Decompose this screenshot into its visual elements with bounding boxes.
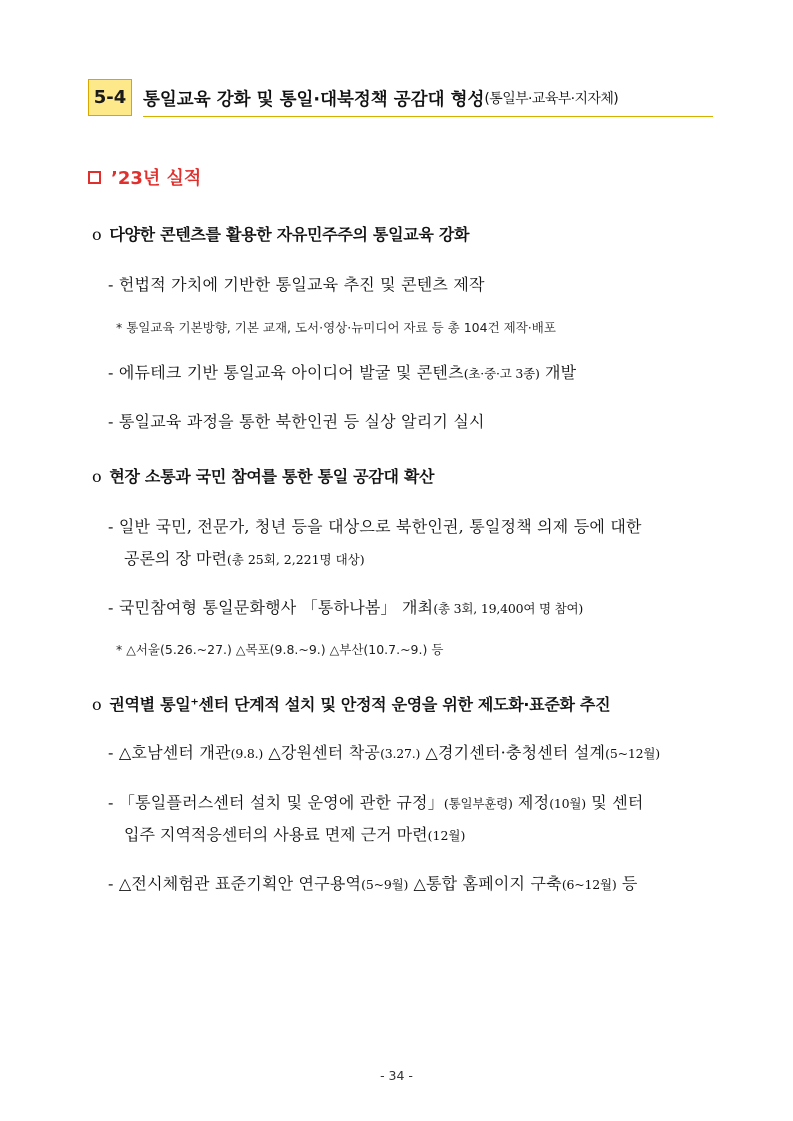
item-text: 및 센터	[585, 793, 644, 812]
item-small-text: (통일부훈령)	[443, 796, 513, 811]
page-number: - 34 -	[380, 1068, 413, 1083]
item-small-text: (6~12월)	[561, 877, 617, 892]
note-line: * △서울(5.26.~27.) △목포(9.8.~9.) △부산(10.7.~9.) 등	[116, 642, 444, 657]
list-item: - △호남센터 개관(9.8.) △강원센터 착공(3.27.) △경기센터·충청센터 설계(5~12월)	[108, 743, 660, 762]
item-text: 에듀테크 기반 통일교육 아이디어 발굴 및 콘텐츠	[118, 363, 464, 382]
item-small-text: (10월)	[549, 796, 586, 811]
item-text: 등	[616, 874, 638, 893]
list-item: - 일반 국민, 전문가, 청년 등을 대상으로 북한인권, 통일정책 의제 등에 대한	[108, 517, 642, 536]
note-text: △서울(5.26.~27.) △목포(9.8.~9.) △부산(10.7.~9.) 등	[126, 642, 444, 657]
results-heading-text: ’23년 실적	[111, 168, 202, 189]
list-item: - △전시체험관 표준기획안 연구용역(5~9월) △통합 홈페이지 구축(6~12월) 등	[108, 874, 638, 893]
section-title	[143, 84, 713, 112]
block-1-title-text: 다양한 콘텐츠를 활용한 자유민주주의 통일교육 강화	[109, 225, 470, 244]
item-text: 통일교육 과정을 통한 북한인권 등 실상 알리기 실시	[118, 412, 485, 431]
list-item-continuation	[124, 822, 724, 845]
item-small-text: (5~12월)	[605, 746, 660, 761]
item-cont-small-text: (12월)	[427, 828, 466, 843]
item-cont-text: 공론의 장 마련	[124, 549, 227, 568]
section-agencies: (통일부·교육부·지자체)	[484, 91, 619, 107]
item-small-text: (3.27.)	[380, 746, 421, 761]
note-line: * 통일교육 기본방향, 기본 교재, 도서·영상·뉴미디어 자료 등 총 104건 제작·배포	[116, 320, 556, 335]
item-text: 「통일플러스센터 설치 및 운영에 관한 규정」	[118, 793, 444, 812]
note-text: 통일교육 기본방향, 기본 교재, 도서·영상·뉴미디어 자료 등 총 104건 제작·배포	[126, 320, 556, 335]
item-text: △전시체험관 표준기획안 연구용역	[118, 874, 362, 893]
list-item: - 「통일플러스센터 설치 및 운영에 관한 규정」(통일부훈령) 제정(10월) 및 센터	[108, 793, 644, 812]
item-text: △경기센터·충청센터 설계	[420, 743, 606, 762]
checkbox-square-icon	[88, 171, 101, 184]
item-text: 헌법적 가치에 기반한 통일교육 추진 및 콘텐츠 제작	[118, 275, 485, 294]
block-3-title-text: 권역별 통일⁺센터 단계적 설치 및 안정적 운영을 위한 제도화·표준화 추진	[109, 695, 611, 714]
block-3-title	[92, 692, 722, 715]
item-small-text: (초·중·고 3종)	[463, 366, 540, 381]
block-2-title-text: 현장 소통과 국민 참여를 통한 통일 공감대 확산	[109, 467, 435, 486]
section-title-text: 통일교육 강화 및 통일·대북정책 공감대 형성	[143, 89, 485, 110]
item-small-text: (5~9월)	[361, 877, 409, 892]
item-small-text: (총 3회, 19,400여 명 참여)	[433, 601, 584, 616]
item-text: △통합 홈페이지 구축	[408, 874, 562, 893]
item-text: △강원센터 착공	[263, 743, 381, 762]
item-text: 제정	[512, 793, 550, 812]
item-cont-text: 입주 지역적응센터의 사용료 면제 근거 마련	[124, 825, 428, 844]
section-number-badge: 5-4	[88, 79, 132, 116]
block-2-title	[92, 464, 722, 487]
item-tail-text: 개발	[539, 363, 577, 382]
block-1-title	[92, 222, 722, 245]
list-item-continuation	[124, 546, 724, 569]
item-cont-small-text: (총 25회, 2,221명 대상)	[226, 552, 365, 567]
item-small-text: (9.8.)	[230, 746, 264, 761]
item-text: △호남센터 개관	[118, 743, 231, 762]
circle-bullet-icon: o	[92, 695, 102, 714]
list-item: - 에듀테크 기반 통일교육 아이디어 발굴 및 콘텐츠(초·중·고 3종) 개발	[108, 363, 577, 382]
results-heading	[88, 164, 201, 190]
circle-bullet-icon: o	[92, 467, 102, 486]
item-text: 국민참여형 통일문화행사 「통하나봄」 개최	[118, 598, 434, 617]
list-item: - 헌법적 가치에 기반한 통일교육 추진 및 콘텐츠 제작	[108, 275, 485, 294]
circle-bullet-icon: o	[92, 225, 102, 244]
list-item: - 통일교육 과정을 통한 북한인권 등 실상 알리기 실시	[108, 412, 485, 431]
list-item: - 국민참여형 통일문화행사 「통하나봄」 개최(총 3회, 19,400여 명 참여)	[108, 598, 584, 617]
item-text: 일반 국민, 전문가, 청년 등을 대상으로 북한인권, 통일정책 의제 등에 대한	[118, 517, 642, 536]
section-underline	[143, 116, 713, 117]
